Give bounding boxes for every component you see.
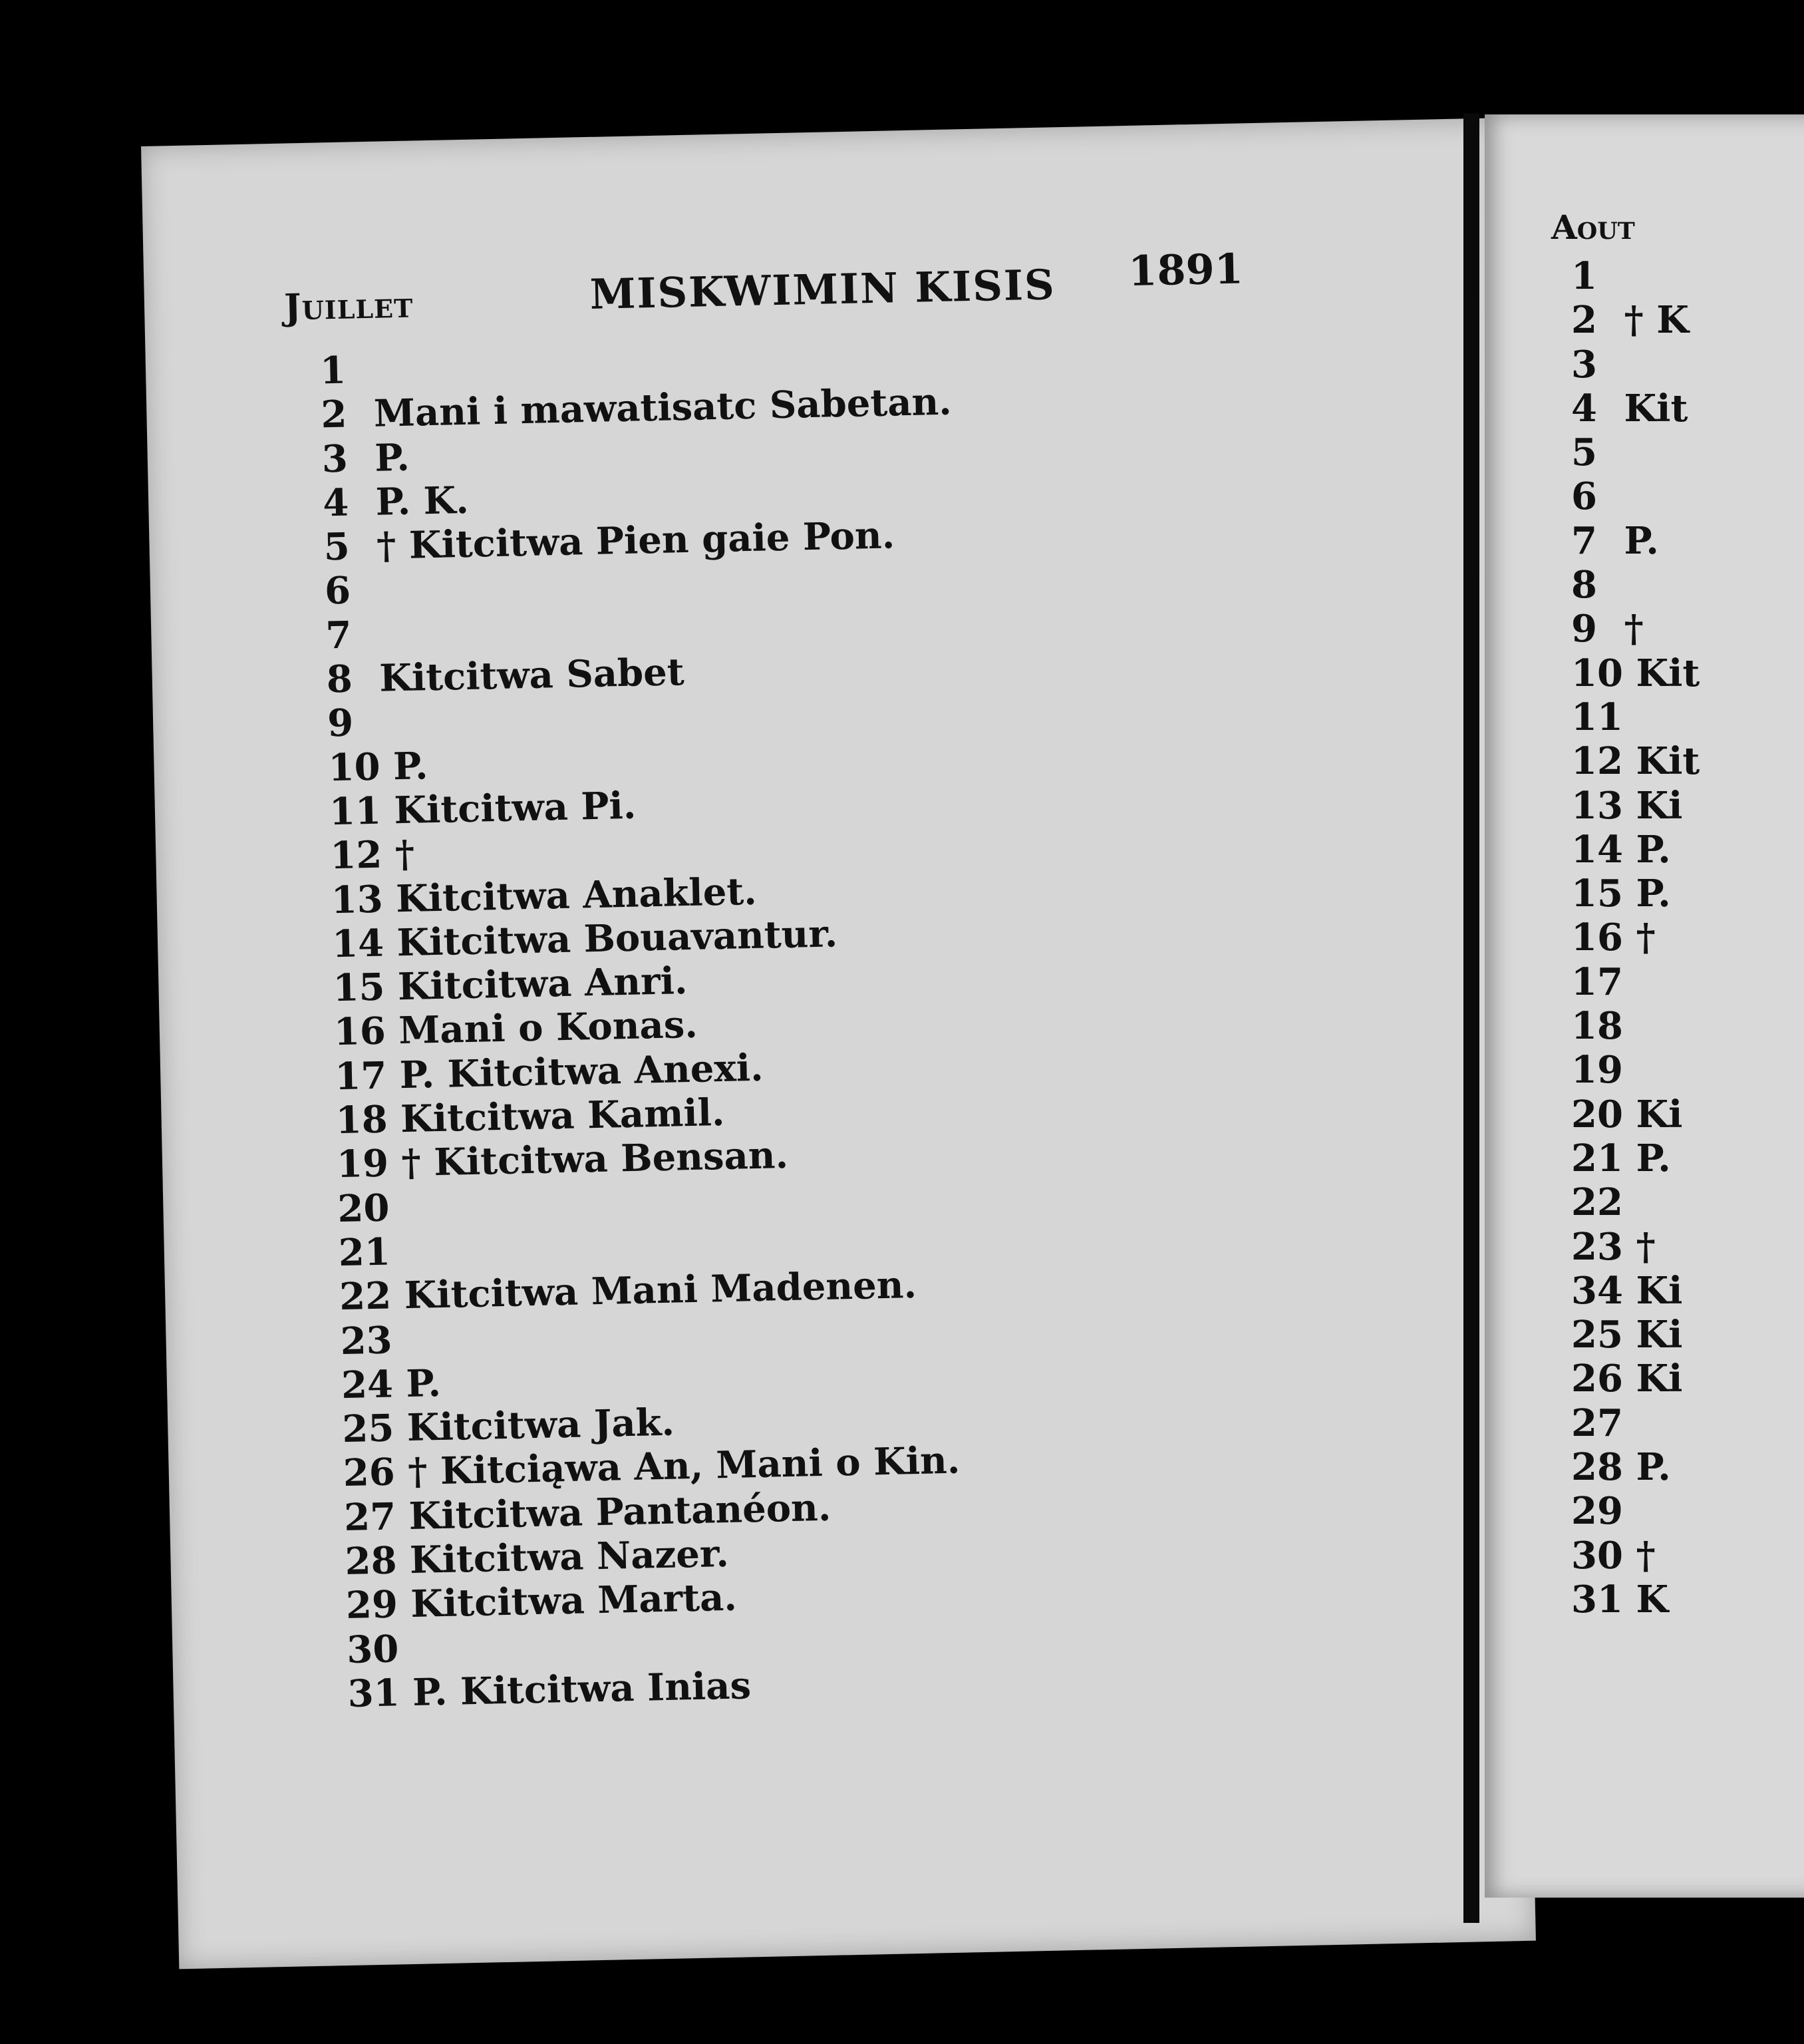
day-number: 12 (329, 832, 383, 878)
day-number: 11 (329, 788, 382, 834)
day-text: † Kitcitwa Pien gaie Pon. (376, 513, 895, 568)
day-text: Ki (1636, 783, 1683, 828)
day-entry (1571, 1313, 1700, 1357)
day-text: Kitcitwa Bouavantur. (396, 912, 838, 965)
day-text: P. (1636, 1445, 1671, 1490)
day-entry (1571, 784, 1700, 828)
day-entry (1571, 1093, 1700, 1136)
day-text: Kit (1636, 739, 1700, 784)
day-entry (1571, 651, 1700, 695)
day-number: 18 (1571, 1004, 1623, 1049)
day-list (1571, 254, 1700, 1621)
day-text: † K (1624, 298, 1689, 343)
day-text: Kitcitwa Sabet (378, 650, 685, 701)
day-number: 23 (1571, 1224, 1623, 1269)
day-number: 30 (1571, 1533, 1623, 1578)
day-text: Kitcitwa Nazer. (409, 1531, 730, 1583)
day-text: † Kitciąwa An, Mani o Kin. (407, 1439, 961, 1494)
day-number: 27 (1571, 1401, 1623, 1445)
day-entry (1571, 1445, 1700, 1489)
day-entry (1571, 1534, 1700, 1578)
right-page (1485, 114, 1804, 1898)
day-entry (1571, 254, 1700, 298)
page-title: MISKWIMIN KISIS (589, 260, 1056, 319)
day-number: 10 (327, 745, 381, 790)
day-entry (1571, 1269, 1700, 1313)
day-text: Ki (1636, 1313, 1683, 1357)
day-text: Ki (1636, 1092, 1683, 1136)
day-number: 26 (1571, 1357, 1623, 1401)
day-text: † (1624, 607, 1644, 651)
day-entry (1571, 430, 1700, 474)
day-number: 30 (346, 1627, 400, 1672)
day-number: 31 (1571, 1577, 1623, 1621)
day-number: 24 (341, 1362, 394, 1407)
day-number: 4 (1571, 386, 1597, 430)
day-number: 31 (347, 1671, 400, 1716)
day-entry (1571, 1004, 1700, 1048)
day-text: † (1636, 1224, 1656, 1269)
day-number: 12 (1571, 739, 1623, 784)
day-number: 7 (1571, 518, 1597, 563)
day-number: 15 (332, 965, 386, 1011)
day-number: 8 (1571, 563, 1597, 607)
day-text: Kitcitwa Pi. (393, 783, 637, 833)
day-number: 26 (343, 1450, 396, 1496)
day-text: Kitcitwa Marta. (410, 1576, 738, 1627)
day-number: 7 (325, 613, 353, 658)
day-entry (1571, 916, 1700, 959)
day-text: † (1636, 916, 1656, 960)
day-text: Mani o Konas. (398, 1003, 698, 1053)
day-number: 22 (339, 1274, 392, 1319)
day-text: K (1636, 1577, 1669, 1621)
day-text: Kitcitwa Kamil. (400, 1090, 726, 1142)
day-number: 3 (1571, 342, 1597, 387)
day-entry (1571, 872, 1700, 916)
day-number: 29 (345, 1582, 398, 1628)
day-number: 6 (324, 569, 351, 613)
day-text: P. (405, 1361, 442, 1406)
day-entry (1571, 343, 1700, 387)
day-number: 27 (343, 1494, 396, 1540)
day-entry (1571, 387, 1700, 430)
day-number: 18 (335, 1097, 388, 1143)
day-number: 25 (1571, 1313, 1623, 1357)
day-text: Kit (1636, 651, 1700, 695)
day-text: P. (1624, 518, 1659, 563)
day-number: 21 (1571, 1136, 1623, 1180)
day-entry (1571, 828, 1700, 872)
day-text: Kitcitwa Anri. (397, 959, 688, 1009)
month-label: Aout (1551, 208, 1635, 247)
day-text: Ki (1636, 1357, 1683, 1401)
day-number: 2 (1571, 298, 1597, 343)
book-gutter (1463, 113, 1479, 1923)
day-entry (1571, 1225, 1700, 1269)
day-number: 20 (1571, 1092, 1623, 1136)
day-entry (1571, 298, 1700, 342)
day-text: P. K. (375, 478, 470, 524)
day-number: 5 (1571, 430, 1597, 475)
day-text: Kitcitwa Mani Madenen. (404, 1263, 917, 1318)
day-entry (1571, 960, 1700, 1004)
day-text: Kitcitwa Pantanéon. (408, 1485, 831, 1538)
day-number: 4 (322, 480, 349, 526)
day-entry (1571, 519, 1700, 563)
day-entry (1571, 1357, 1700, 1401)
page-header (283, 226, 1416, 343)
day-text: † Kitcitwa Bensan. (400, 1133, 789, 1186)
month-label: Juillet (283, 283, 414, 329)
day-number: 9 (327, 701, 354, 746)
day-text: Kitcitwa Anaklet. (395, 869, 758, 921)
day-number: 14 (331, 921, 384, 967)
day-entry (1571, 739, 1700, 783)
day-number: 14 (1571, 827, 1623, 872)
day-number: 28 (344, 1538, 398, 1584)
day-number: 1 (1571, 254, 1597, 298)
day-entry (1571, 1048, 1700, 1092)
day-text: Ki (1636, 1268, 1683, 1313)
day-entry (1571, 474, 1700, 518)
day-text: Kitcitwa Jak. (406, 1400, 675, 1450)
day-number: 16 (333, 1009, 386, 1055)
day-text: † (1636, 1533, 1656, 1578)
day-text: † (394, 832, 415, 877)
day-number: 17 (1571, 959, 1623, 1004)
day-number: 19 (336, 1141, 389, 1187)
day-entry (1571, 1136, 1700, 1180)
day-number: 21 (338, 1230, 391, 1276)
page-year: 1891 (1128, 244, 1244, 295)
day-number: 1 (319, 348, 347, 393)
day-text: P. Kitcitwa Inias (412, 1663, 752, 1715)
day-number: 28 (1571, 1445, 1623, 1490)
day-number: 3 (321, 436, 349, 481)
day-number: 23 (339, 1318, 393, 1363)
left-page (141, 118, 1536, 1969)
day-number: 15 (1571, 872, 1623, 916)
day-entry (1571, 607, 1700, 651)
day-entry (1571, 1401, 1700, 1445)
day-number: 5 (323, 524, 351, 570)
day-number: 9 (1571, 607, 1597, 651)
day-number: 6 (1571, 474, 1597, 519)
day-number: 22 (1571, 1180, 1623, 1225)
day-number: 20 (337, 1186, 390, 1231)
day-text: P. (374, 435, 410, 480)
day-number: 17 (334, 1053, 387, 1099)
day-entry (1571, 1578, 1700, 1621)
day-text: P. (1636, 827, 1671, 872)
day-text: P. (392, 743, 429, 788)
day-number: 8 (326, 657, 353, 702)
day-number: 10 (1571, 651, 1623, 695)
day-text: Mani i mawatisatc Sabetan. (373, 379, 953, 436)
day-number: 11 (1571, 695, 1623, 739)
day-text: P. Kitcitwa Anexi. (399, 1045, 764, 1097)
day-list (319, 325, 1479, 1716)
day-entry (1571, 695, 1700, 739)
day-entry (1571, 1180, 1700, 1224)
day-number: 25 (341, 1406, 395, 1452)
day-number: 34 (1571, 1268, 1623, 1313)
day-number: 13 (1571, 783, 1623, 828)
day-number: 16 (1571, 916, 1623, 960)
day-number: 29 (1571, 1489, 1623, 1534)
day-number: 19 (1571, 1048, 1623, 1093)
day-entry (1571, 563, 1700, 607)
day-number: 2 (320, 392, 348, 437)
day-number: 13 (331, 877, 384, 922)
day-text: P. (1636, 1136, 1671, 1180)
day-text: P. (1636, 872, 1671, 916)
day-entry (1571, 1489, 1700, 1533)
day-text: Kit (1624, 386, 1688, 430)
